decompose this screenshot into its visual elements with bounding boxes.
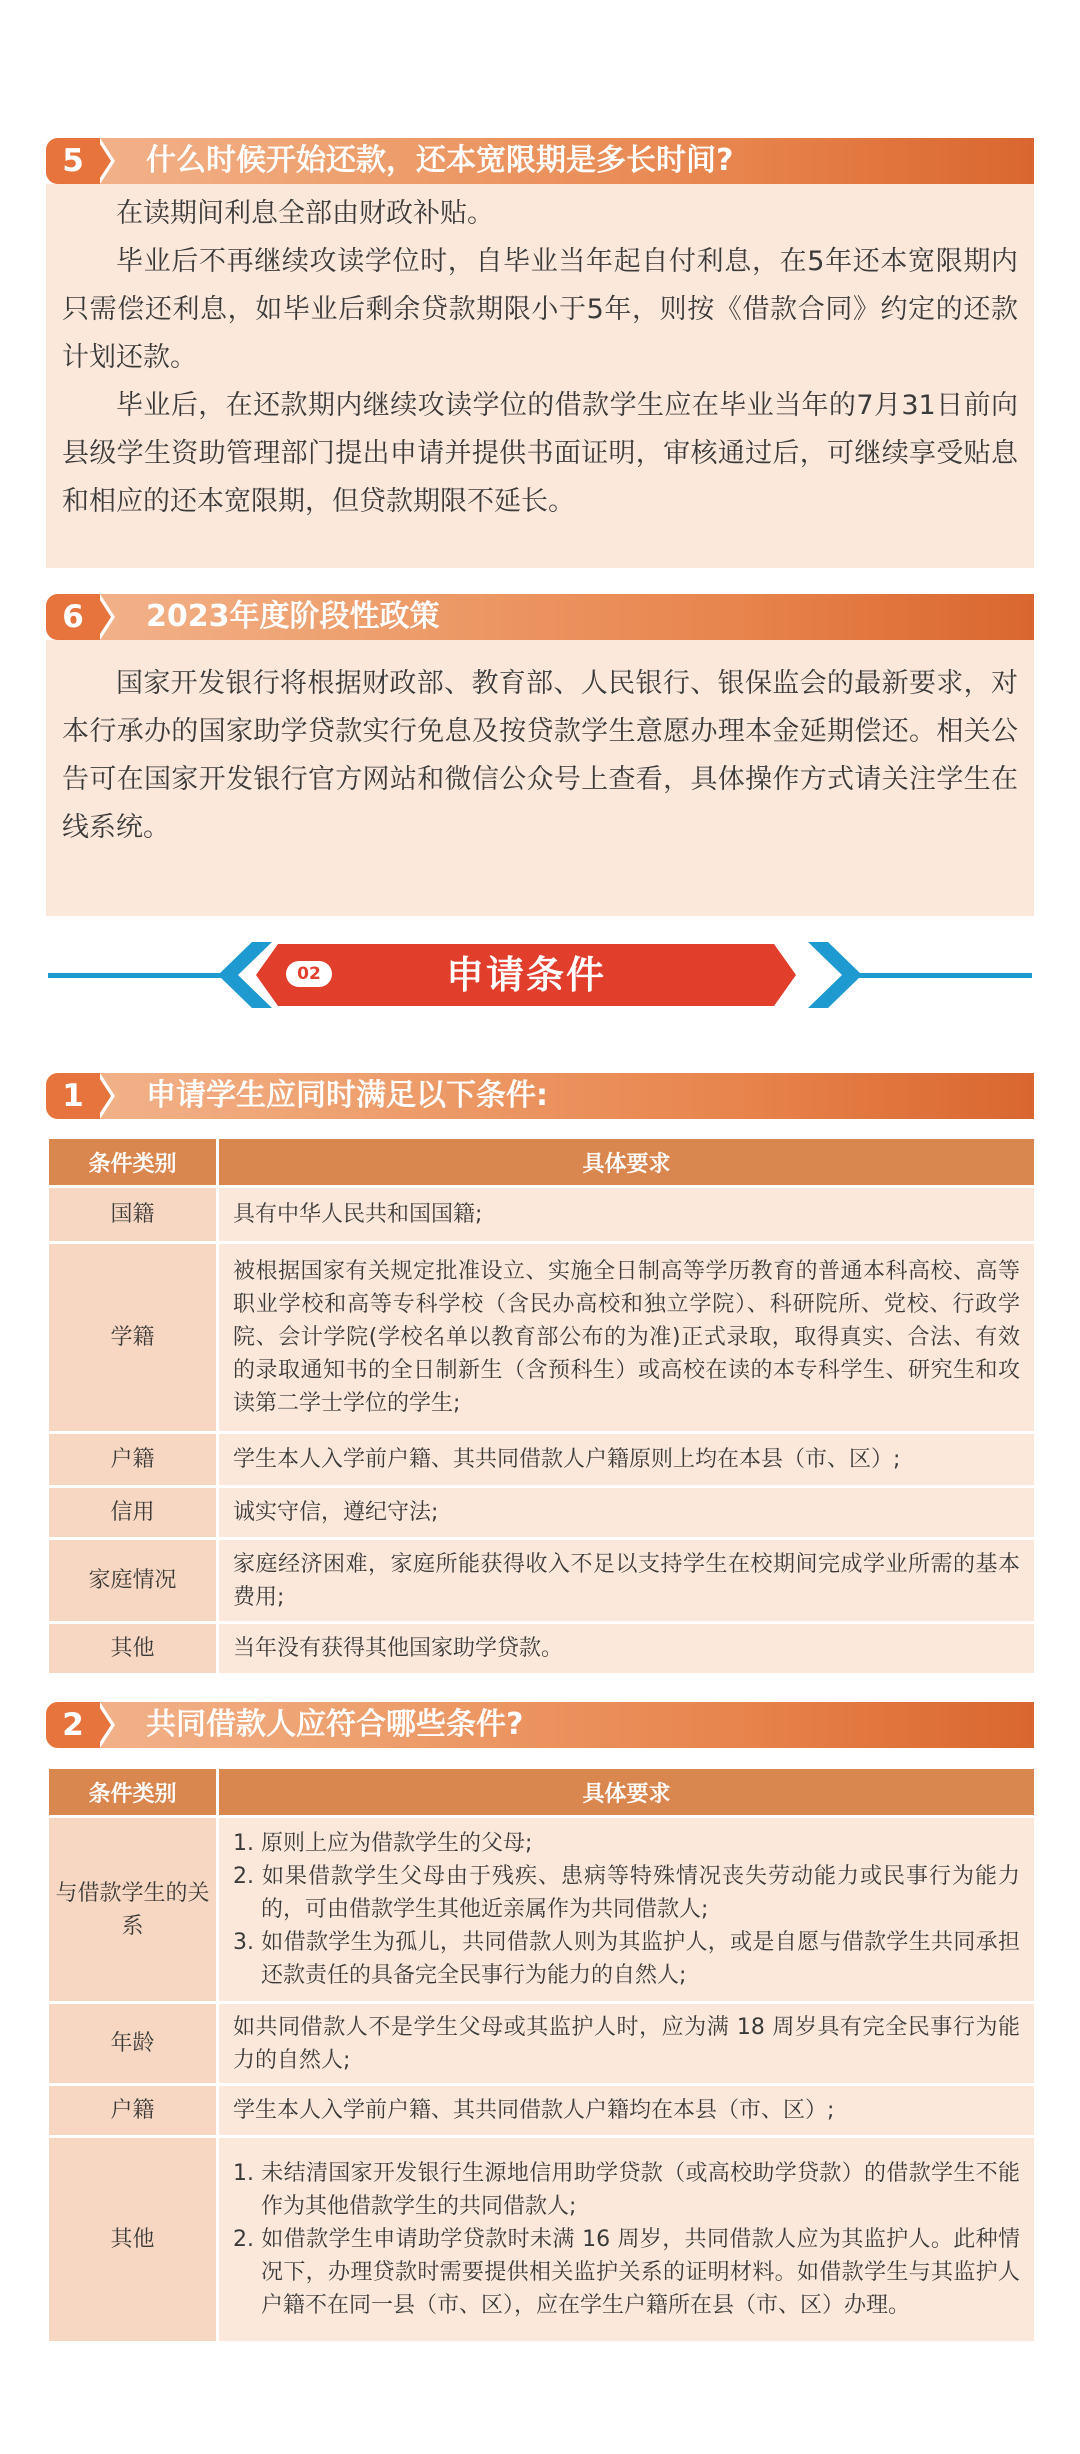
row-category: 户籍 (48, 2085, 218, 2137)
table-header-row (48, 1768, 1036, 1817)
section-5-number: 5 (46, 138, 100, 184)
row-category: 学籍 (48, 1243, 218, 1433)
table-row (48, 2137, 1036, 2343)
chevron-right-icon (96, 1073, 111, 1119)
condition-2-header-bar (46, 1702, 1034, 1748)
table-row (48, 1623, 1036, 1675)
list-item: 1. 原则上应为借款学生的父母; (233, 1831, 533, 1856)
divider-title: 申请条件 (445, 953, 606, 997)
row-requirement: 家庭经济困难，家庭所能获得收入不足以支持学生在校期间完成学业所需的基本费用; (218, 1539, 1036, 1623)
condition-1-table (46, 1136, 1037, 1676)
section-5-paragraph: 毕业后不再继续攻读学位时，自毕业当年起自付利息，在5年还本宽限期内只需偿还利息，如毕业后剩余贷款期限小于5年，则按《借款合同》约定的还款计划还款。 (62, 246, 1018, 373)
section-6-title: 2023年度阶段性政策 (146, 599, 440, 634)
row-category: 信用 (48, 1487, 218, 1539)
table-row (48, 1187, 1036, 1243)
section-6-number: 6 (46, 594, 100, 640)
divider-number-badge: 02 (286, 961, 332, 987)
section-5-title: 什么时候开始还款，还本宽限期是多长时间? (146, 143, 734, 178)
list-item: 2. 如借款学生申请助学贷款时未满 16 周岁，共同借款人应为其监护人。此种情况下，办理贷款时需要提供相关监护关系的证明材料。如借款学生与其监护人户籍不在同一县（市、区），应在学生户籍所在县（市、区）办理。 (233, 2227, 1020, 2318)
section-5-paragraph: 毕业后，在还款期内继续攻读学位的借款学生应在毕业当年的7月31日前向县级学生资助管理部门提出申请并提供书面证明，审核通过后，可继续享受贴息和相应的还本宽限期，但贷款期限不延长。 (62, 390, 1018, 517)
condition-2-table (46, 1766, 1037, 2344)
table-row (48, 1487, 1036, 1539)
row-category: 家庭情况 (48, 1539, 218, 1623)
column-header-requirement: 具体要求 (218, 1768, 1036, 1817)
section-5-panel (46, 184, 1034, 568)
section-5-paragraph: 在读期间利息全部由财政补贴。 (116, 198, 494, 229)
condition-1-title: 申请学生应同时满足以下条件: (146, 1078, 548, 1113)
section-6-header-bar (46, 594, 1034, 640)
condition-1-header-bar (46, 1073, 1034, 1119)
section-divider (0, 930, 1080, 1020)
divider-line-left (48, 973, 238, 978)
row-category: 其他 (48, 2137, 218, 2343)
chevron-right-icon (96, 594, 111, 640)
chevron-right-icon (96, 138, 111, 184)
condition-2-header (46, 1702, 1034, 1748)
row-requirement: 当年没有获得其他国家助学贷款。 (218, 1623, 1036, 1675)
row-category: 年龄 (48, 2003, 218, 2085)
condition-1-header (46, 1073, 1034, 1119)
row-requirement (218, 2137, 1036, 2343)
row-requirement: 学生本人入学前户籍、其共同借款人户籍原则上均在本县（市、区）; (218, 1433, 1036, 1487)
row-category: 与借款学生的关系 (48, 1817, 218, 2003)
table-row (48, 1433, 1036, 1487)
table-row (48, 2085, 1036, 2137)
table-header-row (48, 1138, 1036, 1187)
table-row (48, 1817, 1036, 2003)
row-requirement: 具有中华人民共和国国籍; (218, 1187, 1036, 1243)
column-header-requirement: 具体要求 (218, 1138, 1036, 1187)
condition-2-title: 共同借款人应符合哪些条件? (146, 1707, 524, 1742)
column-header-category: 条件类别 (48, 1138, 218, 1187)
column-header-category: 条件类别 (48, 1768, 218, 1817)
section-5-header-bar (46, 138, 1034, 184)
row-requirement: 被根据国家有关规定批准设立、实施全日制高等学历教育的普通本科高校、高等职业学校和高等专科学校（含民办高校和独立学院）、科研院所、党校、行政学院、会计学院(学校名单以教育部公布的为准)正式录取，取得真实、合法、有效的录取通知书的全日制新生（含预科生）或高校在读的本专科学生、研究生和攻读第二学士学位的学生; (218, 1243, 1036, 1433)
list-item: 2. 如果借款学生父母由于残疾、患病等特殊情况丧失劳动能力或民事行为能力的，可由借款学生其他近亲属作为共同借款人; (233, 1864, 1020, 1922)
table-row (48, 1243, 1036, 1433)
row-requirement (218, 1817, 1036, 2003)
row-requirement: 如共同借款人不是学生父母或其监护人时，应为满 18 周岁具有完全民事行为能力的自然人; (218, 2003, 1036, 2085)
list-item: 1. 未结清国家开发银行生源地信用助学贷款（或高校助学贷款）的借款学生不能作为其他借款学生的共同借款人; (233, 2161, 1020, 2219)
chevron-right-icon (808, 942, 868, 1008)
divider-line-right (842, 973, 1032, 978)
section-6-paragraph: 国家开发银行将根据财政部、教育部、人民银行、银保监会的最新要求，对本行承办的国家助学贷款实行免息及按贷款学生意愿办理本金延期偿还。相关公告可在国家开发银行官方网站和微信公众号上查看，具体操作方式请关注学生在线系统。 (62, 668, 1018, 843)
row-requirement: 诚实守信，遵纪守法; (218, 1487, 1036, 1539)
table-row (48, 1539, 1036, 1623)
table-row (48, 2003, 1036, 2085)
list-item: 3. 如借款学生为孤儿，共同借款人则为其监护人，或是自愿与借款学生共同承担还款责任的具备完全民事行为能力的自然人; (233, 1930, 1020, 1988)
condition-2-number: 2 (46, 1702, 100, 1748)
row-category: 其他 (48, 1623, 218, 1675)
row-category: 国籍 (48, 1187, 218, 1243)
chevron-right-icon (96, 1702, 111, 1748)
section-6-panel (46, 640, 1034, 916)
condition-1-number: 1 (46, 1073, 100, 1119)
row-category: 户籍 (48, 1433, 218, 1487)
row-requirement: 学生本人入学前户籍、其共同借款人户籍均在本县（市、区）; (218, 2085, 1036, 2137)
